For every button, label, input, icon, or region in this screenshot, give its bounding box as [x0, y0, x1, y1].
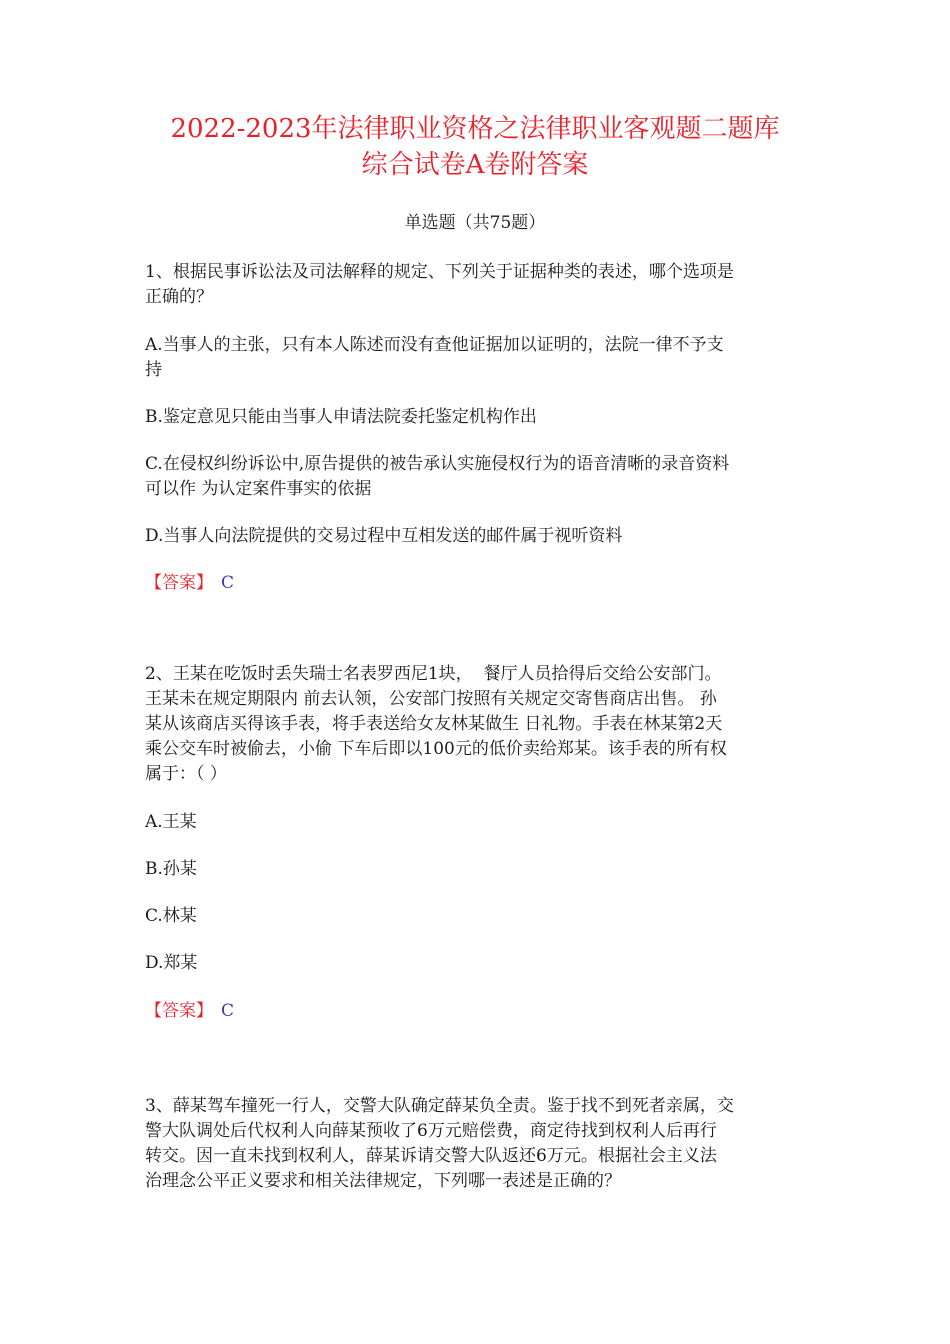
question-stem-line: 某从该商店买得该手表，将手表送给女友林某做生 日礼物。手表在林某第2天: [145, 714, 723, 734]
option-c-cont: 可以作 为认定案件事实的依据: [145, 479, 372, 499]
option-c: C.在侵权纠纷诉讼中,原告提供的被告承认实施侵权行为的语音清晰的录音资料: [145, 454, 730, 474]
question-stem-line: 1、根据民事诉讼法及司法解释的规定、下列关于证据种类的表述，哪个选项是: [145, 262, 734, 282]
option-d: D.当事人向法院提供的交易过程中互相发送的邮件属于视听资料: [145, 526, 623, 546]
question-stem-line: 属于：（ ）: [145, 764, 227, 784]
question-stem-line: 王某未在规定期限内 前去认领，公安部门按照有关规定交寄售商店出售。 孙: [145, 689, 717, 709]
question-stem-line: 乘公交车时被偷去，小偷 下车后即以100元的低价卖给郑某。该手表的所有权: [145, 739, 727, 759]
question-stem-line: 治理念公平正义要求和相关法律规定，下列哪一表述是正确的？: [145, 1171, 621, 1191]
answer-tag: 【答案】: [145, 1001, 213, 1021]
answer-value: C: [221, 573, 235, 593]
document-title-line2: 综合试卷A卷附答案: [361, 150, 589, 180]
section-heading: 单选题（共75题）: [404, 213, 546, 233]
option-a: A.王某: [145, 812, 197, 832]
option-d: D.郑某: [145, 953, 198, 973]
question-stem-line: 正确的？: [145, 287, 213, 307]
option-b: B.孙某: [145, 859, 197, 879]
question-stem-line: 警大队调处后代权利人向薛某预收了6万元赔偿费，商定待找到权利人后再行: [145, 1121, 717, 1141]
answer-line: [145, 999, 234, 1024]
document-title-line1: 2022-2023年法律职业资格之法律职业客观题二题库: [170, 114, 780, 144]
answer-line: [145, 571, 234, 596]
question-stem-line: 2、王某在吃饭时丢失瑞士名表罗西尼1块， 餐厅人员拾得后交给公安部门。: [145, 664, 722, 684]
option-c: C.林某: [145, 906, 197, 926]
answer-tag: 【答案】: [145, 573, 213, 593]
answer-value: C: [221, 1001, 235, 1021]
option-a: A.当事人的主张，只有本人陈述而没有查他证据加以证明的，法院一律不予支: [145, 335, 724, 355]
question-stem-line: 转交。因一直未找到权利人，薛某诉请交警大队返还6万元。根据社会主义法: [145, 1146, 717, 1166]
question-stem-line: 3、薛某驾车撞死一行人，交警大队确定薛某负全责。鉴于找不到死者亲属，交: [145, 1096, 734, 1116]
option-a-cont: 持: [145, 360, 162, 380]
option-b: B.鉴定意见只能由当事人申请法院委托鉴定机构作出: [145, 407, 537, 427]
